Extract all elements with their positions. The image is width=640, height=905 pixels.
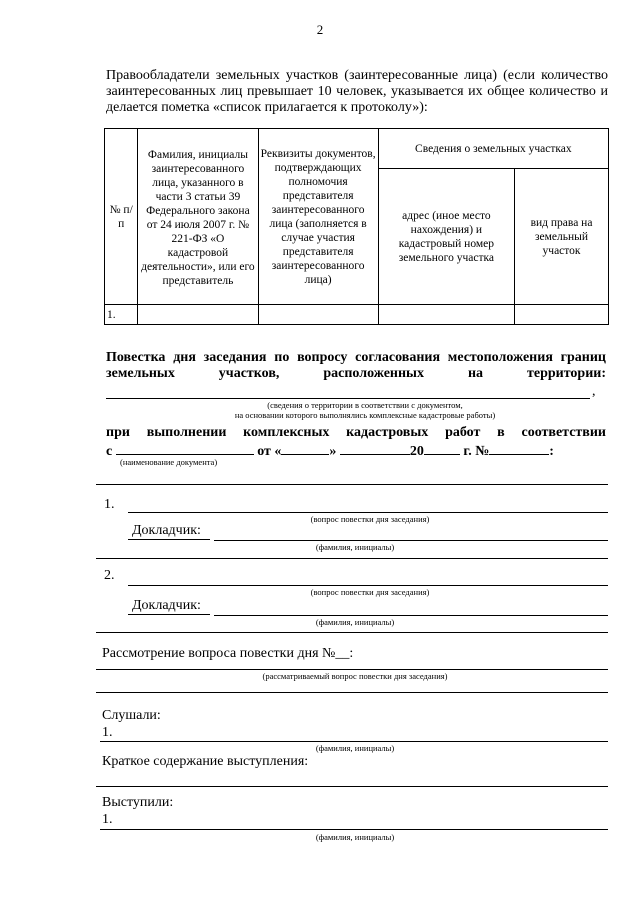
item2-question-note: (вопрос повестки дня заседания) bbox=[310, 587, 430, 597]
header-number: № п/п bbox=[105, 129, 138, 305]
header-land-info: Сведения о земельных участках bbox=[378, 129, 608, 169]
listened-label: Слушали: bbox=[102, 708, 161, 723]
item1-speaker-line[interactable] bbox=[214, 540, 608, 541]
works-line: при выполнении комплексных кадастровых работ в соответствии bbox=[106, 425, 606, 440]
listened-note: (фамилия, инициалы) bbox=[315, 743, 395, 753]
item1-number: 1. bbox=[104, 497, 115, 512]
quote-close: » bbox=[329, 444, 337, 459]
item2-speaker-label: Докладчик: bbox=[132, 598, 201, 613]
item1-question-line[interactable] bbox=[128, 512, 608, 513]
consideration-note: (рассматриваемый вопрос повестки дня заседания) bbox=[262, 671, 448, 681]
item2-number: 2. bbox=[104, 568, 115, 583]
date-year-field[interactable] bbox=[424, 441, 460, 455]
with-label: с bbox=[106, 444, 113, 459]
colon: : bbox=[549, 444, 554, 459]
intro-text: Правообладатели земельных участков (заинтересованные лица) (если количество заинтересованных лиц превышает 10 человек, указывается их общее количество и делается пометка «список прилагается к протоколу»): bbox=[106, 68, 608, 115]
document-name-note: (наименование документа) bbox=[120, 457, 218, 467]
territory-note-1: (сведения о территории в соответствии с документом, bbox=[267, 400, 463, 410]
item1-question-note: (вопрос повестки дня заседания) bbox=[310, 514, 430, 524]
from-label: от « bbox=[257, 444, 282, 459]
item1-speaker-underline bbox=[128, 539, 210, 540]
right-holders-table bbox=[104, 128, 609, 325]
row1-name-cell bbox=[138, 305, 258, 325]
intro-paragraph bbox=[106, 68, 608, 116]
header-documents: Реквизиты документов, подтверждающих полномочия представителя заинтересованного лица (заполняется в случае участия представителя заинтересованного лица) bbox=[258, 129, 378, 305]
separator-line-3 bbox=[96, 632, 608, 633]
row1-address-cell bbox=[378, 305, 514, 325]
page-number: 2 bbox=[316, 22, 324, 37]
document-name-field[interactable] bbox=[116, 441, 254, 455]
date-month-field[interactable] bbox=[340, 441, 410, 455]
row1-right-cell bbox=[515, 305, 609, 325]
header-address: адрес (иное место нахождения) и кадастровый номер земельного участка bbox=[378, 169, 514, 305]
consideration-label: Рассмотрение вопроса повестки дня №__: bbox=[102, 646, 354, 661]
item2-speaker-underline bbox=[128, 614, 210, 615]
item1-speaker-note: (фамилия, инициалы) bbox=[315, 542, 395, 552]
separator-line-4 bbox=[96, 692, 608, 693]
header-right-type: вид права на земельный участок bbox=[515, 169, 609, 305]
item2-question-line[interactable] bbox=[128, 585, 608, 586]
row1-documents-cell bbox=[258, 305, 378, 325]
date-day-field[interactable] bbox=[281, 441, 329, 455]
number-label: г. № bbox=[463, 444, 490, 459]
separator-line-2 bbox=[96, 558, 608, 559]
territory-line bbox=[106, 398, 590, 399]
listened-number: 1. bbox=[102, 725, 113, 740]
item1-speaker-label: Докладчик: bbox=[132, 523, 201, 538]
year-label: 20 bbox=[409, 444, 424, 459]
document-number-field[interactable] bbox=[489, 441, 549, 455]
spoke-label: Выступили: bbox=[102, 795, 174, 810]
territory-comma: , bbox=[592, 384, 596, 399]
spoke-note: (фамилия, инициалы) bbox=[315, 832, 395, 842]
spoke-number: 1. bbox=[102, 812, 113, 827]
spoke-line[interactable] bbox=[100, 829, 608, 830]
summary-line[interactable] bbox=[96, 786, 608, 787]
listened-line[interactable] bbox=[100, 741, 608, 742]
summary-label: Краткое содержание выступления: bbox=[102, 754, 309, 769]
territory-note-2: на основании которого выполнялись комплексные кадастровые работы) bbox=[234, 410, 496, 420]
header-name: Фамилия, инициалы заинтересованного лица, указанного в части 3 статьи 39 Федерального закона от 24 июля 2007 г. № 221-ФЗ «О кадастровой деятельности», или его представитель bbox=[138, 129, 258, 305]
consideration-line[interactable] bbox=[96, 669, 608, 670]
item2-speaker-note: (фамилия, инициалы) bbox=[315, 617, 395, 627]
agenda-heading: Повестка дня заседания по вопросу согласования местоположения границ земельных участков, расположенных на территории: bbox=[106, 350, 606, 381]
item2-speaker-line[interactable] bbox=[214, 615, 608, 616]
row1-number: 1. bbox=[105, 305, 138, 325]
separator-line-1 bbox=[96, 484, 608, 485]
